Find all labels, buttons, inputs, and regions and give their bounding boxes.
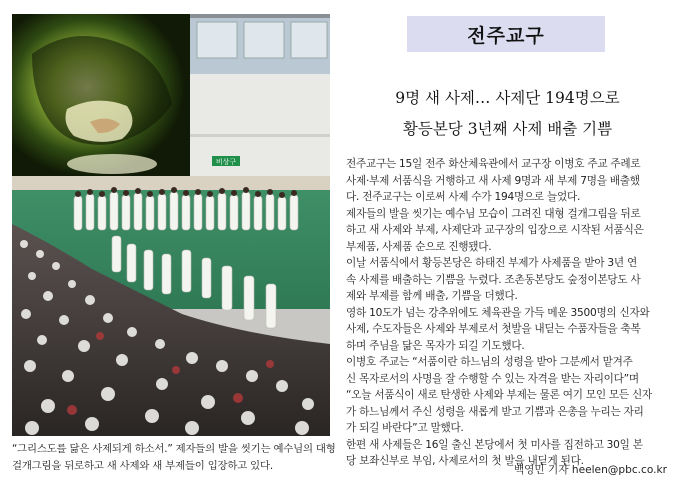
body-line: 신 목자로서의 사명을 잘 수행할 수 있는 자격을 받는 자리이다”며 — [346, 372, 639, 385]
article-body — [346, 156, 668, 470]
reporter-byline: 백영민 기자 heelen@pbc.co.kr — [513, 464, 667, 476]
body-line: 하며 주님을 닮은 목자가 되길 기도했다. — [346, 339, 525, 352]
caption-line: “그리스도를 닮은 사제되게 하소서.” 제자들의 발을 씻기는 예수님의 대형 — [12, 443, 336, 455]
body-line: 사제, 수도자들은 사제와 부제로서 첫발을 내딛는 수품자들을 축복 — [346, 323, 641, 335]
body-line: 가 되길 바란다”고 말했다. — [346, 422, 464, 434]
body-line: 제와 부제를 함께 배출, 기쁨을 더했다. — [346, 290, 518, 302]
body-line: 부제품, 사제품 순으로 진행됐다. — [346, 240, 492, 253]
body-line: 사제·부제 서품식을 거행하고 새 사제 9명과 새 부제 7명을 배출했 — [346, 174, 640, 187]
body-line: 다. 전주교구는 이로써 사제 수가 194명으로 늘었다. — [346, 191, 581, 203]
photo-caption — [12, 441, 336, 475]
body-line: 이날 서품식에서 황등본당은 하태진 부제가 사제품을 받아 3년 연 — [346, 257, 637, 269]
ordination-ceremony-photo — [12, 14, 330, 436]
body-line: 영하 10도가 넘는 강추위에도 체육관을 가득 메운 3500명의 신자와 — [346, 306, 650, 319]
exit-sign-label: 비상구 — [215, 158, 237, 166]
caption-line: 걸개그림을 뒤로하고 새 사제와 새 부제들이 입장하고 있다. — [12, 460, 273, 472]
body-line: 한편 새 사제들은 16일 출신 본당에서 첫 미사를 집전하고 30일 본 — [346, 438, 643, 451]
section-title: 전주교구 — [467, 24, 545, 47]
body-line: 가 하느님께서 주신 성령을 새롭게 받고 기쁨과 은총을 누리는 자리 — [346, 405, 644, 418]
body-line: 전주교구는 15일 전주 화산체육관에서 교구장 이병호 주교 주례로 — [346, 158, 641, 170]
body-line: 속 사제를 배출하는 기쁨을 누렸다. 조촌동본당도 숲정이본당도 사 — [346, 273, 641, 286]
body-line: “오늘 서품식이 새로 탄생한 사제와 부제는 물론 여기 모인 모든 신자 — [346, 389, 652, 401]
body-line: 당 보좌신부로 부임, 사제로서의 첫 발을 내딛게 된다. — [346, 455, 584, 467]
headline-line-1: 9명 새 사제… 사제단 194명으로 — [395, 89, 620, 107]
body-line: 이병호 주교는 “서품이란 하느님의 성령을 받아 그분께서 맡겨주 — [346, 356, 633, 368]
body-line: 제자들의 발을 씻기는 예수님 모습이 그려진 대형 걸개그림을 뒤로 — [346, 207, 641, 220]
section-header — [407, 16, 605, 52]
news-photo — [12, 14, 330, 436]
body-line: 하고 새 사제와 부제, 사제단과 교구장의 입장으로 시작된 서품식은 — [346, 224, 644, 236]
headline-line-2: 황등본당 3년째 사제 배출 기쁨 — [402, 120, 613, 138]
